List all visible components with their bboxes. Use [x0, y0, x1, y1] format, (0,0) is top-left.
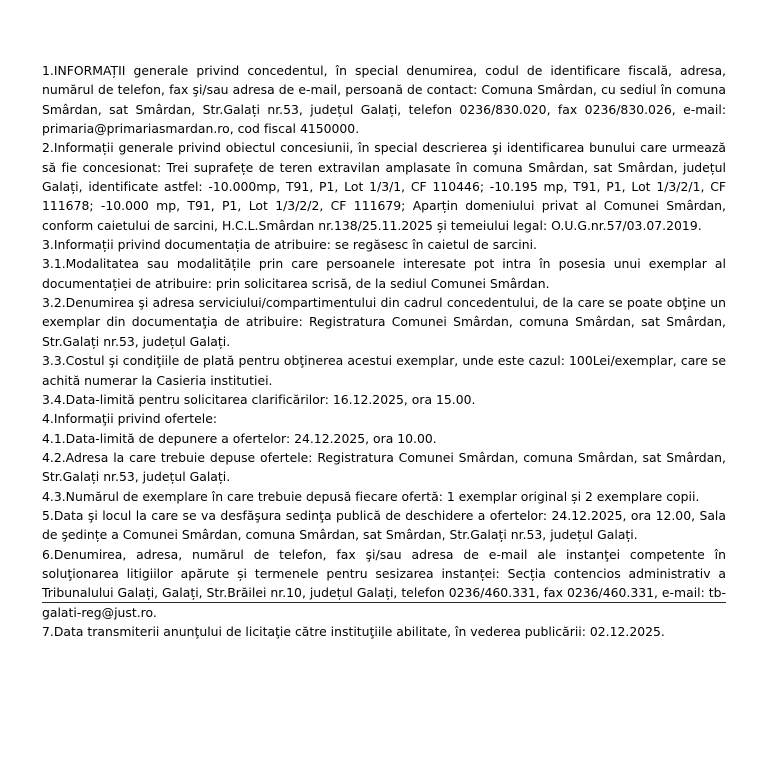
- paragraph-4-3: 4.3.Numărul de exemplare în care trebuie depusă fiecare ofertă: 1 exemplar original și 2 exemplare copii.: [42, 488, 700, 504]
- paragraph-4: 4.Informaţii privind ofertele:: [42, 411, 218, 427]
- paragraph-7: 7.Data transmiterii anunţului de licitaţie către instituţiile abilitate, în vederea publicării: 02.12.2025.: [42, 623, 665, 639]
- paragraph-3-3: 3.3.Costul şi condiţiile de plată pentru obţinerea acestui exemplar, unde este cazul: 100Lei/exemplar, care se achită numerar la Casieria institutiei.: [42, 353, 726, 388]
- paragraph-1: 1.INFORMAȚII generale privind concedentul, în special denumirea, codul de identificare fiscală, adresa, numărul de telefon, fax şi/sau adresa de e-mail, persoană de contact: Comuna Smârdan, cu sediul în comuna Smârdan, sat Smârdan, Str.Galați nr.53, județul Galați, telefon 0236/830.020, fax 0236/830.026, e-mail: primaria@primariasmardan.ro, cod fiscal 4150000.: [42, 63, 726, 137]
- paragraph-5: 5.Data şi locul la care se va desfăşura sedinţa publică de deschidere a ofertelor: 24.12.2025, ora 12.00, Sala de şedințe a Comunei Smârdan, comuna Smârdan, sat Smârdan, Str.Galați nr.53, județul Galați.: [42, 507, 726, 543]
- paragraph-6: 6.Denumirea, adresa, numărul de telefon, fax şi/sau adresa de e-mail ale instanţei competente în soluţionarea litigiilor apărute și termenele pentru sesizarea instanței: Secția contencios administrativ a Tribunalului Galați, Galați, Str.Brăilei nr.10, județul Galați, telefon 0236/460.331, fax 0236/460.331, e-mail: tb-galati-reg@just.ro.: [42, 546, 726, 620]
- paragraph-3-2: 3.2.Denumirea şi adresa serviciului/compartimentului din cadrul concedentului, de la care se poate obţine un exemplar din documentaţia de atribuire: Registratura Comunei Smârdan, comuna Smârdan, sat Smârdan, Str.Galați nr.53, județul Galați.: [42, 295, 726, 349]
- paragraph-4-1: 4.1.Data-limită de depunere a ofertelor: 24.12.2025, ora 10.00.: [42, 430, 437, 446]
- paragraph-3-1: 3.1.Modalitatea sau modalitățile prin care persoanele interesate pot intra în posesia unui exemplar al documentației de atribuire: prin solicitarea scrisă, de la sediul Comunei Smârdan.: [42, 256, 726, 291]
- paragraph-2: 2.Informații generale privind obiectul concesiunii, în special descrierea şi identificarea bunului care urmează să fie concesionat: Trei suprafețe de teren extravilan amplasate în comuna Smârdan, sat Smârdan, județul Galați, identificate astfel: -10.000mp, T91, P1, Lot 1/3/1, CF 110446; -10.195 mp, T91, P1, Lot 1/3/2/1, CF 111678; -10.000 mp, T91, P1, Lot 1/3/2/2, CF 111679; Aparțin domeniului privat al Comunei Smârdan, conform caietului de sarcini, H.C.L.Smârdan nr.138/25.11.2025 și temeiului legal: O.U.G.nr.57/03.07.2019.: [42, 140, 726, 233]
- paragraph-3: 3.Informații privind documentația de atribuire: se regăsesc în caietul de sarcini.: [42, 237, 538, 253]
- paragraph-3-4: 3.4.Data-limită pentru solicitarea clarificărilor: 16.12.2025, ora 15.00.: [42, 391, 476, 407]
- paragraph-4-2: 4.2.Adresa la care trebuie depuse ofertele: Registratura Comunei Smârdan, comuna Smârdan, sat Smârdan, Str.Galați nr.53, județul Galați.: [42, 449, 726, 485]
- footer-horizontal-rule: [42, 602, 726, 603]
- document-text-body: [42, 61, 726, 641]
